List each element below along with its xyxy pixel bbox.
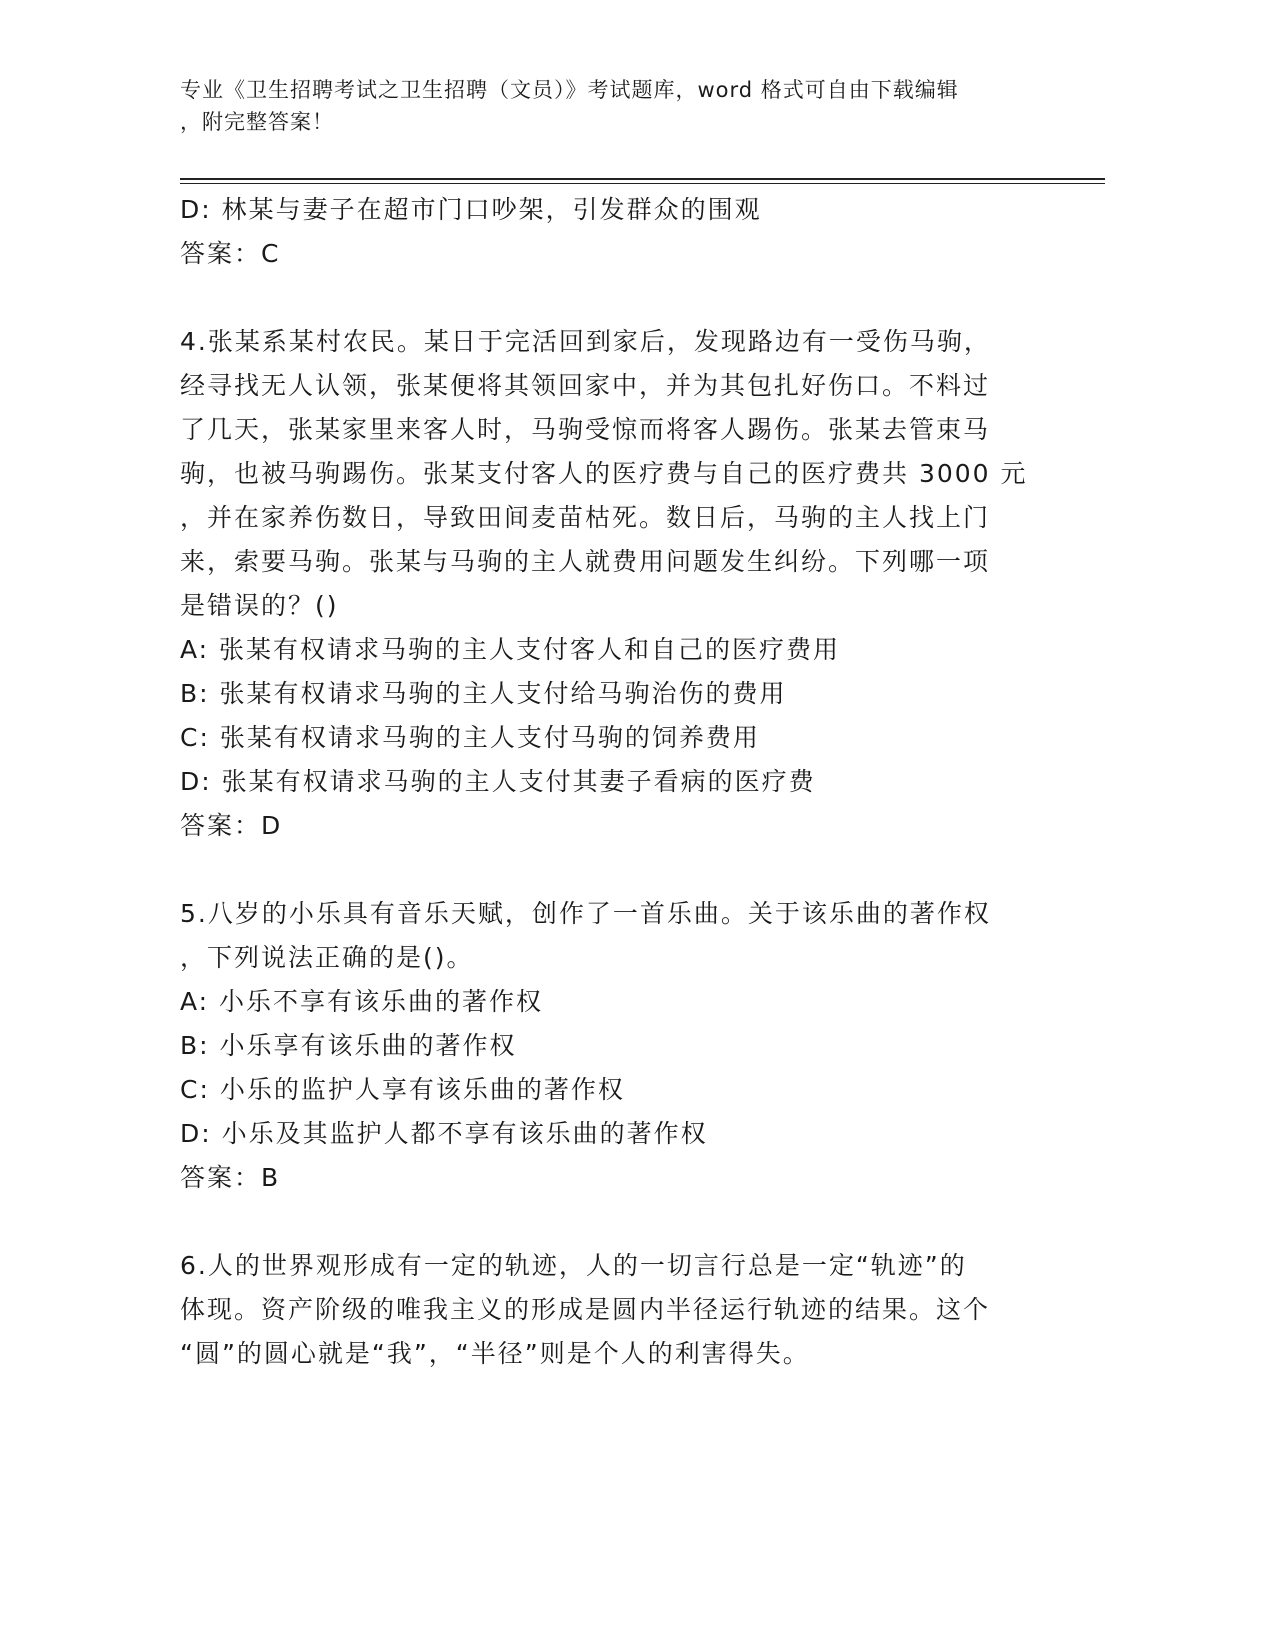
question-line: 来，索要马驹。张某与马驹的主人就费用问题发生纠纷。下列哪一项 bbox=[180, 547, 991, 576]
document-header bbox=[180, 74, 1040, 138]
question-line: 经寻找无人认领，张某便将其领回家中，并为其包扎好伤口。不料过 bbox=[180, 371, 991, 400]
question-line: “圆”的圆心就是“我”，“半径”则是个人的利害得失。 bbox=[180, 1339, 810, 1368]
paragraph-gap bbox=[180, 276, 1040, 320]
option-b: B: 小乐享有该乐曲的著作权 bbox=[180, 1031, 517, 1060]
header-divider-thin bbox=[180, 183, 1105, 184]
question-line: 6.人的世界观形成有一定的轨迹，人的一切言行总是一定“轨迹”的 bbox=[180, 1251, 967, 1280]
answer: 答案：C bbox=[180, 239, 281, 268]
question-line: 是错误的？() bbox=[180, 591, 339, 620]
option-d: D: 张某有权请求马驹的主人支付其妻子看病的医疗费 bbox=[180, 767, 816, 796]
option-c: C: 张某有权请求马驹的主人支付马驹的饲养费用 bbox=[180, 723, 760, 752]
option-d: D: 小乐及其监护人都不享有该乐曲的著作权 bbox=[180, 1119, 708, 1148]
question-line: 驹，也被马驹踢伤。张某支付客人的医疗费与自己的医疗费共 3000 元 bbox=[180, 459, 1028, 488]
question-line: 5.八岁的小乐具有音乐天赋，创作了一首乐曲。关于该乐曲的著作权 bbox=[180, 899, 991, 928]
paragraph-gap bbox=[180, 848, 1040, 892]
header-line-2: ，附完整答案！ bbox=[180, 110, 334, 134]
question-line: 了几天，张某家里来客人时，马驹受惊而将客人踢伤。张某去管束马 bbox=[180, 415, 991, 444]
question-line: 4.张某系某村农民。某日于完活回到家后，发现路边有一受伤马驹， bbox=[180, 327, 991, 356]
document-body bbox=[180, 188, 1040, 1376]
option-b: B: 张某有权请求马驹的主人支付给马驹治伤的费用 bbox=[180, 679, 787, 708]
option-a: A: 张某有权请求马驹的主人支付客人和自己的医疗费用 bbox=[180, 635, 841, 664]
option-d: D: 林某与妻子在超市门口吵架，引发群众的围观 bbox=[180, 195, 762, 224]
paragraph-gap bbox=[180, 1200, 1040, 1244]
option-c: C: 小乐的监护人享有该乐曲的著作权 bbox=[180, 1075, 625, 1104]
header-line-1: 专业《卫生招聘考试之卫生招聘（文员）》考试题库，word 格式可自由下载编辑 bbox=[180, 78, 959, 102]
answer: 答案：B bbox=[180, 1163, 281, 1192]
header-divider-thick bbox=[180, 178, 1105, 180]
question-5 bbox=[180, 892, 1040, 1200]
question-line: ，并在家养伤数日，导致田间麦苗枯死。数日后，马驹的主人找上门 bbox=[180, 503, 991, 532]
answer: 答案：D bbox=[180, 811, 283, 840]
question-6 bbox=[180, 1244, 1040, 1376]
question-line: ，下列说法正确的是()。 bbox=[180, 943, 474, 972]
question-4 bbox=[180, 320, 1040, 848]
question-line: 体现。资产阶级的唯我主义的形成是圆内半径运行轨迹的结果。这个 bbox=[180, 1295, 991, 1324]
question-3-tail bbox=[180, 188, 1040, 276]
option-a: A: 小乐不享有该乐曲的著作权 bbox=[180, 987, 544, 1016]
